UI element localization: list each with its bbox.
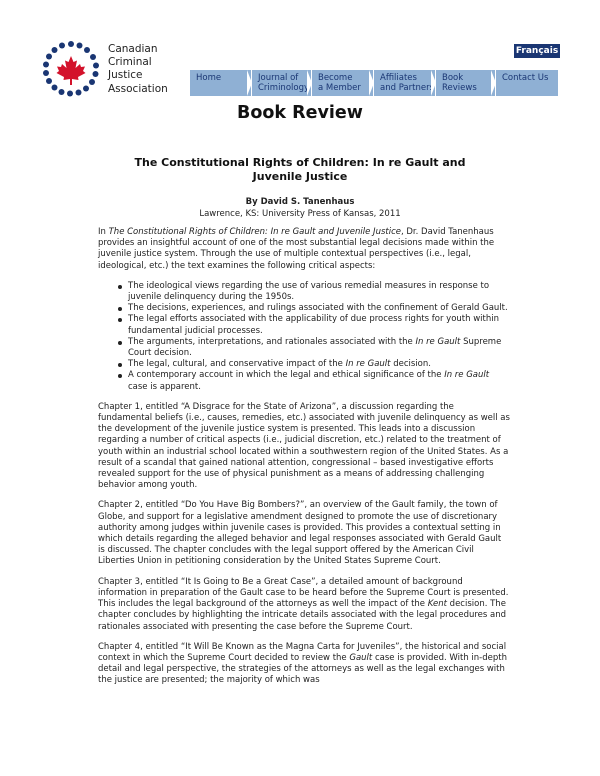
page-title: Book Review <box>237 103 363 123</box>
chapter-paragraph <box>98 642 510 687</box>
italic-text: In re Gault <box>345 359 391 370</box>
nav-label: Book <box>442 73 464 83</box>
nav-book-reviews[interactable] <box>436 70 496 96</box>
list-item <box>128 281 510 303</box>
list-item <box>128 303 510 314</box>
text-run: Chapter 2, entitled “Do You Have Big Bombers?”, an overview of the Gault family, the town of Globe, and support for a legislative amendment designed to promote the use of discretionary authority among judges within juvenile cases is provided. This provides a contextual setting in which details regarding the alleged behavior and legal responses associated with Gerald Gault is discussed. The chapter concludes with the legal support offered by the American Civil Liberties Union in petitioning consideration by the United States Supreme Court. <box>98 500 502 567</box>
text-run: The legal efforts associated with the applicability of due process rights for youth within fundamental judicial processes. <box>128 314 500 336</box>
text-run: Chapter 1, entitled “A Disgrace for the State of Arizona”, a discussion regarding the fundamental beliefs (i.e., causes, remedies, etc.) associated with juvenile delinquency as well as the development of the juvenile justice system is presented. This leads into a discussion regarding a number of critical aspects (i.e., judicial discretion, etc.) related to the treatment of youth within an industrial school located within a southwestern region of the United States. As a result of a scandal that gained national attention, congressional – based investigative efforts revealed support for the use of physical punishment as a means of addressing challenging behavior among youth. <box>98 401 510 491</box>
language-toggle-button[interactable]: Français <box>515 46 559 56</box>
italic-text: In re Gault <box>415 336 461 347</box>
chapter-paragraph <box>98 402 510 492</box>
text-run: Chapter 4, entitled “It Will Be Known as the Magna Carta for Juveniles”, the historical and social context in which the Supreme Court decided to review the <box>98 641 507 663</box>
nav-label: Journal of <box>258 73 299 83</box>
book-author: By David S. Tanenhaus <box>245 197 355 207</box>
text-run: The ideological views regarding the use of various remedial measures in response to juvenile delinquency during the 1950s. <box>128 280 490 303</box>
nav-contact-us[interactable] <box>496 70 558 96</box>
text-run: The decisions, experiences, and rulings associated with the confinement of Gerald Gault. <box>128 303 508 314</box>
text-run: , Dr. David Tanenhaus provides an insightful account of one of the most substantial legal decisions made within the juvenile justice system. Through the use of multiple contextual perspectives (i.e., legal, ideological, etc.) the text examines the following critical aspects: <box>98 227 495 271</box>
book-publisher: Lawrence, KS: University Press of Kansas, 2011 <box>199 209 401 219</box>
org-name <box>108 43 168 96</box>
list-item <box>128 337 510 359</box>
nav-journal-of-criminology[interactable] <box>252 70 312 96</box>
org-name-line: Criminal <box>108 56 152 69</box>
chapter-paragraph <box>98 577 510 633</box>
nav-label: Become <box>318 73 353 83</box>
list-item <box>128 359 510 370</box>
italic-text: In re Gault <box>444 370 490 381</box>
text-run: A contemporary account in which the legal and ethical significance of the <box>128 370 445 381</box>
text-run: The arguments, interpretations, and rationales associated with the <box>128 336 416 347</box>
cjca-logo[interactable] <box>40 40 180 100</box>
italic-book-title: The Constitutional Rights of Children: In re Gault and Juvenile Justice <box>108 227 401 237</box>
text-run: decision. <box>390 359 431 370</box>
text-run: decision. The chapter concludes by highlighting the intricate details associated with the legal procedures and rationales associated with presenting the case before the Supreme Court. <box>98 599 507 632</box>
italic-text: Gault <box>349 652 373 663</box>
org-name-line: Justice <box>108 69 143 82</box>
nav-label: Home <box>196 73 222 83</box>
text-run: Chapter 3, entitled “It Is Going to Be a Great Case”, a detailed amount of background information in preparation of the Gault case to be heard before the Supreme Court is presented. This includes the legal background of the attorneys as well the impact of the <box>98 576 509 610</box>
intro-paragraph <box>98 227 510 272</box>
org-name-line: Association <box>108 82 168 95</box>
list-item <box>128 314 510 336</box>
nav-become-a-member[interactable] <box>312 70 374 96</box>
book-title: The Constitutional Rights of Children: In re Gault and Juvenile Justice <box>134 156 466 183</box>
text-run: case is provided. With in-depth detail and legal perspective, the strategies of the attorneys as well as the legal exchanges with the justice are presented; the majority of which was <box>98 652 507 686</box>
review-body <box>98 227 510 696</box>
nav-label: Contact Us <box>502 73 549 83</box>
list-item <box>128 370 510 392</box>
org-name-line: Canadian <box>108 43 158 55</box>
nav-label: a Member <box>318 83 361 93</box>
chapter-paragraph <box>98 500 510 567</box>
nav-label: Reviews <box>442 83 477 93</box>
main-nav <box>190 70 558 96</box>
maple-leaf-logo-icon <box>40 40 102 98</box>
nav-label: and Partners <box>380 83 435 93</box>
text-run: The legal, cultural, and conservative impact of the <box>128 359 346 370</box>
aspects-list <box>128 281 510 393</box>
text-run: Supreme Court decision. <box>128 336 502 359</box>
nav-label: Criminology <box>258 83 310 93</box>
nav-affiliates-and-partners[interactable] <box>374 70 436 96</box>
nav-home[interactable] <box>190 70 252 96</box>
text-run: case is apparent. <box>128 381 201 392</box>
text-run: In <box>98 227 109 237</box>
italic-text: Kent <box>427 599 447 610</box>
nav-label: Affiliates <box>380 73 417 83</box>
